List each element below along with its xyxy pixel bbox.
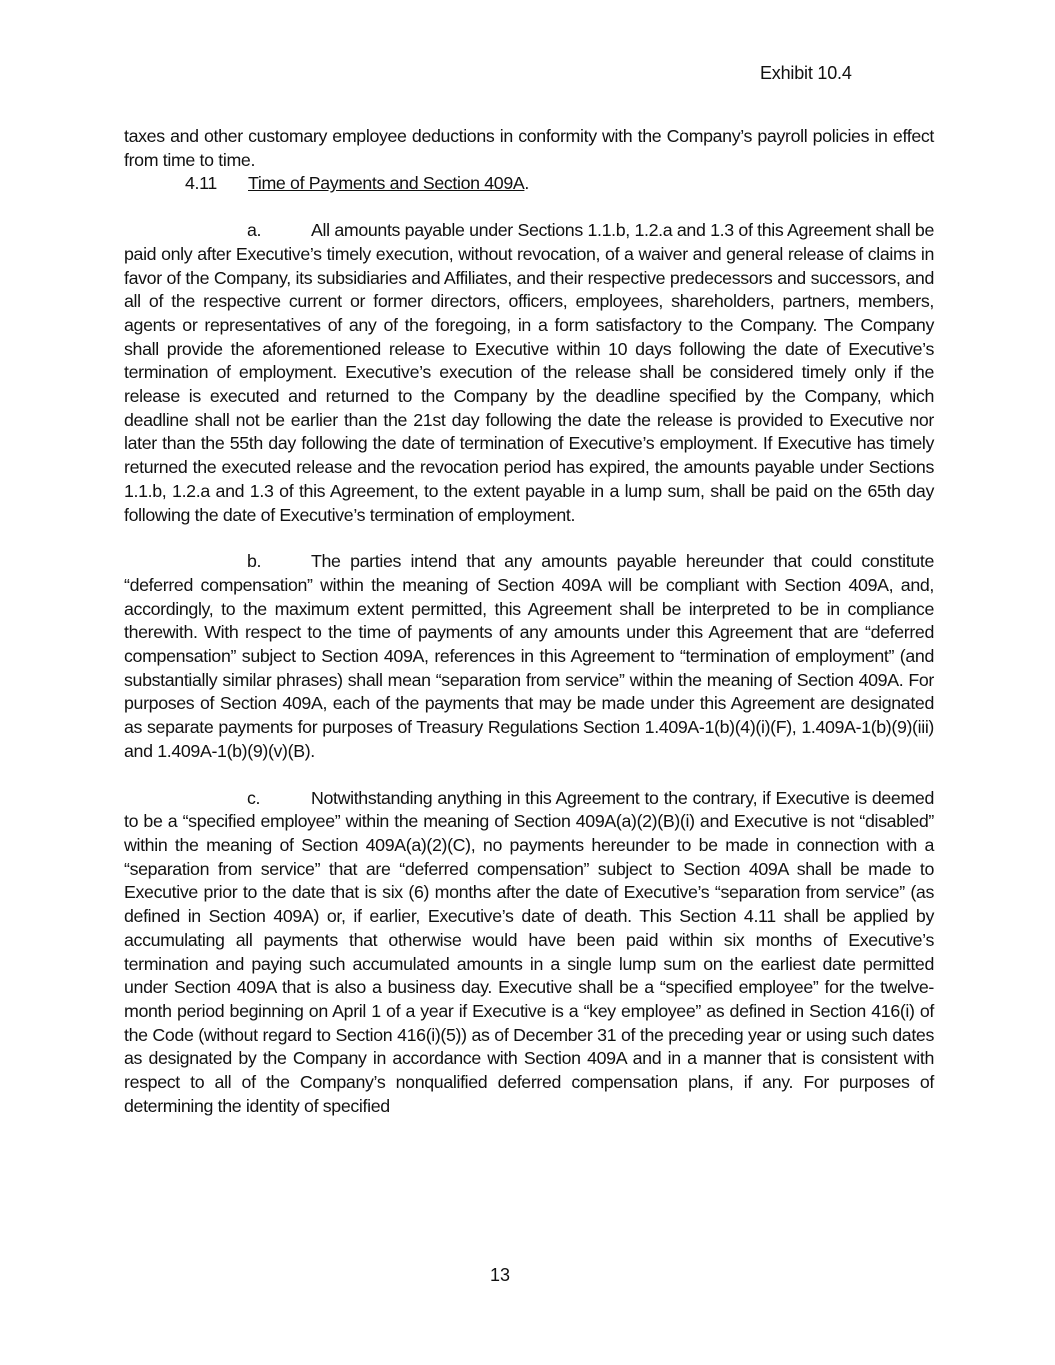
section-heading: [124, 172, 934, 196]
subsection-b-label-wrap: [124, 550, 311, 574]
subsection-b-text: The parties intend that any amounts payable hereunder that could constitute “deferred compensation” within the meaning of Section 409A will be compliant with Section 409A, and, accordingly, to the maximum extent permitted, this Agreement shall be interpreted to be in compliance therewith. With respect to the time of payments of any amounts under this Agreement that are “deferred compensation” subject to Section 409A, references in this Agreement to “termination of employment” (and substantially similar phrases) shall mean “separation from service” within the meaning of Section 409A. For purposes of Section 409A, each of the payments that may be made under this Agreement are designated as separate payments for purposes of Treasury Regulations Section 1.409A-1(b)(4)(i)(F), 1.409A-1(b)(9)(iii) and 1.409A-1(b)(9)(v)(B).: [124, 551, 934, 761]
subsection-c-label-wrap: [124, 787, 311, 811]
exhibit-label: Exhibit 10.4: [760, 63, 852, 83]
section-number: 4.11: [185, 173, 217, 194]
document-body: [124, 125, 934, 1118]
subsection-b: [124, 550, 934, 763]
section-title-period: .: [524, 173, 529, 194]
subsection-c-text: Notwithstanding anything in this Agreement to the contrary, if Executive is deemed to be a “specified employee” within the meaning of Section 409A(a)(2)(B)(i) and Executive is not “disabled” within the meaning of Section 409A(a)(2)(C), no payments hereunder to be made in connection with a “separation from service” that are “deferred compensation” subject to Section 409A shall be made to Executive prior to the date that is six (6) months after the date of Executive’s “separation from service” (as defined in Section 409A) or, if earlier, Executive’s date of death. This Section 4.11 shall be applied by accumulating all payments that otherwise would have been paid within six months of Executive’s termination and paying such accumulated amounts in a single lump sum on the earliest date permitted under Section 409A that is also a business day. Executive shall be a “specified employee” for the twelve-month period beginning on April 1 of a year if Executive is a “key employee” as defined in Section 416(i) of the Code (without regard to Section 416(i)(5)) as of December 31 of the preceding year or using such dates as designated by the Company in accordance with Section 409A and in a manner that is consistent with respect to all of the Company’s nonqualified deferred compensation plans, if any. For purposes of determining the identity of specified: [124, 787, 934, 1116]
subsection-c-label: c.: [247, 787, 261, 808]
section-title: Time of Payments and Section 409A: [248, 173, 525, 194]
page-number: 13: [489, 1265, 511, 1285]
subsection-a-text: All amounts payable under Sections 1.1.b, 1.2.a and 1.3 of this Agreement shall be paid only after Executive’s timely execution, without revocation, of a waiver and general release of claims in favor of the Company, its subsidiaries and Affiliates, and their respective predecessors and successors, and all of the respective current or former directors, officers, employees, shareholders, partners, members, agents or representatives of any of the foregoing, in a form satisfactory to the Company. The Company shall provide the aforementioned release to Executive within 10 days following the date of Executive’s termination of employment. Executive’s execution of the release shall be considered timely only if the release is executed and returned to the Company by the deadline specified by the Company, which deadline shall not be earlier than the 21st day following the date the release is provided to Executive nor later than the 55th day following the date of termination of Executive’s employment. If Executive has timely returned the executed release and the revocation period has expired, the amounts payable under Sections 1.1.b, 1.2.a and 1.3 of this Agreement, to the extent payable in a lump sum, shall be paid on the 65th day following the date of Executive’s termination of employment.: [124, 220, 934, 525]
subsection-a-label: a.: [247, 220, 262, 241]
subsection-a-label-wrap: [124, 219, 311, 243]
intro-paragraph: taxes and other customary employee deductions in conformity with the Company’s payroll policies in effect from time to time.: [124, 126, 934, 170]
subsection-b-label: b.: [247, 551, 262, 572]
subsection-c: [124, 787, 934, 1119]
subsection-a: [124, 219, 934, 527]
